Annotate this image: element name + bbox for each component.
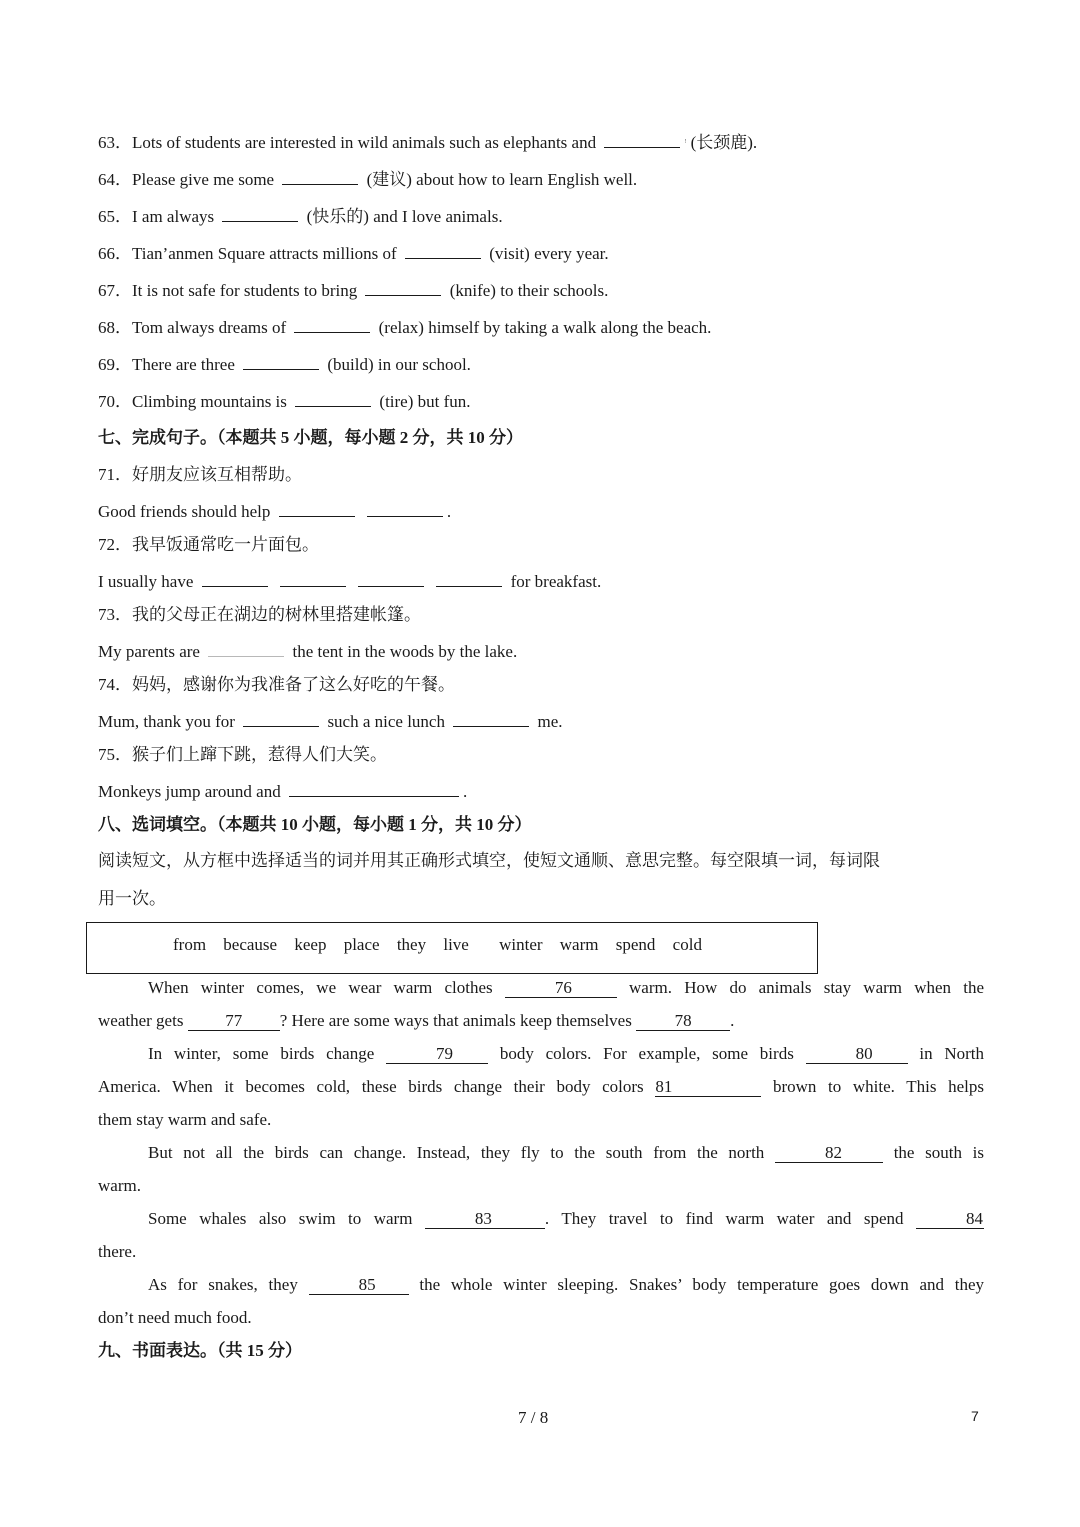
answer-blank[interactable] [365, 279, 441, 296]
section-8-title: 八、选词填空。（本题共 10 小题，每小题 1 分，共 10 分） [98, 815, 532, 834]
passage-line: Some whales also swim to warm 83 . They travel to find warm water and spend 84 [148, 1209, 984, 1228]
word-option: they [396, 935, 427, 954]
question-70: 70．Climbing mountains is (tire) but fun. [98, 392, 471, 411]
word-option: place [343, 935, 380, 954]
answer-blank[interactable] [202, 570, 268, 587]
word-option: cold [672, 935, 702, 954]
answer-blank[interactable] [222, 205, 298, 222]
question-72-english: I usually have for breakfast. [98, 572, 602, 591]
answer-blank[interactable] [405, 242, 481, 259]
passage-line: But not all the birds can change. Instead, they fly to the south from the north 82 the south is [148, 1143, 985, 1162]
answer-blank[interactable] [294, 316, 370, 333]
section-9-title: 九、书面表达。（共 15 分） [98, 1341, 302, 1360]
question-73-chinese: 73．我的父母正在湖边的树林里搭建帐篷。 [98, 605, 421, 624]
question-72-chinese: 72．我早饭通常吃一片面包。 [98, 535, 319, 554]
answer-blank[interactable] [243, 710, 319, 727]
word-bank [173, 934, 715, 956]
blank-85[interactable]: 85 [309, 1276, 409, 1295]
question-71-chinese: 71．好朋友应该互相帮助。 [98, 465, 302, 484]
passage-line: As for snakes, they 85 the whole winter sleeping. Snakes’ body temperature goes down and they [148, 1275, 985, 1294]
question-66: 66．Tian’anmen Square attracts millions of (visit) every year. [98, 244, 609, 263]
section-8-instruction-cont: 用一次。 [98, 889, 166, 908]
passage-line: weather gets 77 ? Here are some ways that animals keep themselves 78 . [98, 1011, 735, 1030]
blank-77[interactable]: 77 [188, 1012, 280, 1031]
blank-81[interactable]: 81 [655, 1078, 761, 1097]
question-74-english: Mum, thank you for such a nice lunch me. [98, 712, 563, 731]
word-option: spend [615, 935, 656, 954]
answer-blank[interactable] [604, 131, 680, 148]
passage-line: America. When it becomes cold, these birds change their body colors 81 brown to white. This helps [98, 1077, 984, 1096]
question-number: 63． [98, 133, 132, 152]
word-option: because [223, 935, 278, 954]
passage-line: warm. [98, 1176, 141, 1195]
blank-78[interactable]: 78 [636, 1012, 730, 1031]
page-number-right: 7 [971, 1408, 979, 1424]
word-option: keep [294, 935, 327, 954]
question-67: 67．It is not safe for students to bring (knife) to their schools. [98, 281, 609, 300]
answer-blank[interactable] [453, 710, 529, 727]
question-65: 65．I am always (快乐的) and I love animals. [98, 207, 503, 226]
blank-84[interactable]: 84 [916, 1210, 984, 1229]
answer-blank[interactable] [289, 780, 459, 797]
answer-blank[interactable] [208, 640, 284, 657]
blank-83[interactable]: 83 [425, 1210, 545, 1229]
word-option: from [173, 935, 207, 954]
word-option: warm [559, 935, 599, 954]
blank-79[interactable]: 79 [386, 1045, 488, 1064]
word-option: winter [499, 935, 543, 954]
answer-blank[interactable] [358, 570, 424, 587]
passage-line: don’t need much food. [98, 1308, 252, 1327]
section-8-instruction: 阅读短文，从方框中选择适当的词并用其正确形式填空，使短文通顺、意思完整。每空限填一词，每词限 [98, 851, 880, 870]
word-option: live [443, 935, 469, 954]
passage-line: them stay warm and safe. [98, 1110, 272, 1129]
question-75-english: Monkeys jump around and . [98, 782, 468, 801]
section-7-title: 七、完成句子。（本题共 5 小题，每小题 2 分，共 10 分） [98, 428, 523, 447]
question-71-english: Good friends should help . [98, 502, 452, 521]
answer-blank[interactable] [243, 353, 319, 370]
answer-blank[interactable] [295, 390, 371, 407]
question-69: 69．There are three (build) in our school. [98, 355, 471, 374]
passage-line: When winter comes, we wear warm clothes 76 warm. How do animals stay warm when the [148, 978, 984, 997]
answer-blank[interactable] [367, 500, 443, 517]
question-64: 64．Please give me some (建议) about how to learn English well. [98, 170, 638, 189]
answer-blank[interactable] [279, 500, 355, 517]
answer-blank[interactable] [436, 570, 502, 587]
blank-82[interactable]: 82 [775, 1144, 883, 1163]
question-63: 63．Lots of students are interested in wild animals such as elephants and ! (长颈鹿). [98, 133, 758, 152]
question-75-chinese: 75．猴子们上蹿下跳，惹得人们大笑。 [98, 745, 387, 764]
blank-76[interactable]: 76 [505, 979, 617, 998]
question-68: 68．Tom always dreams of (relax) himself by taking a walk along the beach. [98, 318, 712, 337]
question-73-english: My parents are the tent in the woods by the lake. [98, 642, 518, 661]
answer-blank[interactable] [282, 168, 358, 185]
passage-line: In winter, some birds change 79 body colors. For example, some birds 80 in North [148, 1044, 985, 1063]
answer-blank[interactable] [280, 570, 346, 587]
question-74-chinese: 74．妈妈，感谢你为我准备了这么好吃的午餐。 [98, 675, 455, 694]
blank-80[interactable]: 80 [806, 1045, 908, 1064]
word-bank-box [86, 922, 818, 974]
passage-line: there. [98, 1242, 137, 1261]
page-number-center: 7 / 8 [518, 1408, 549, 1427]
